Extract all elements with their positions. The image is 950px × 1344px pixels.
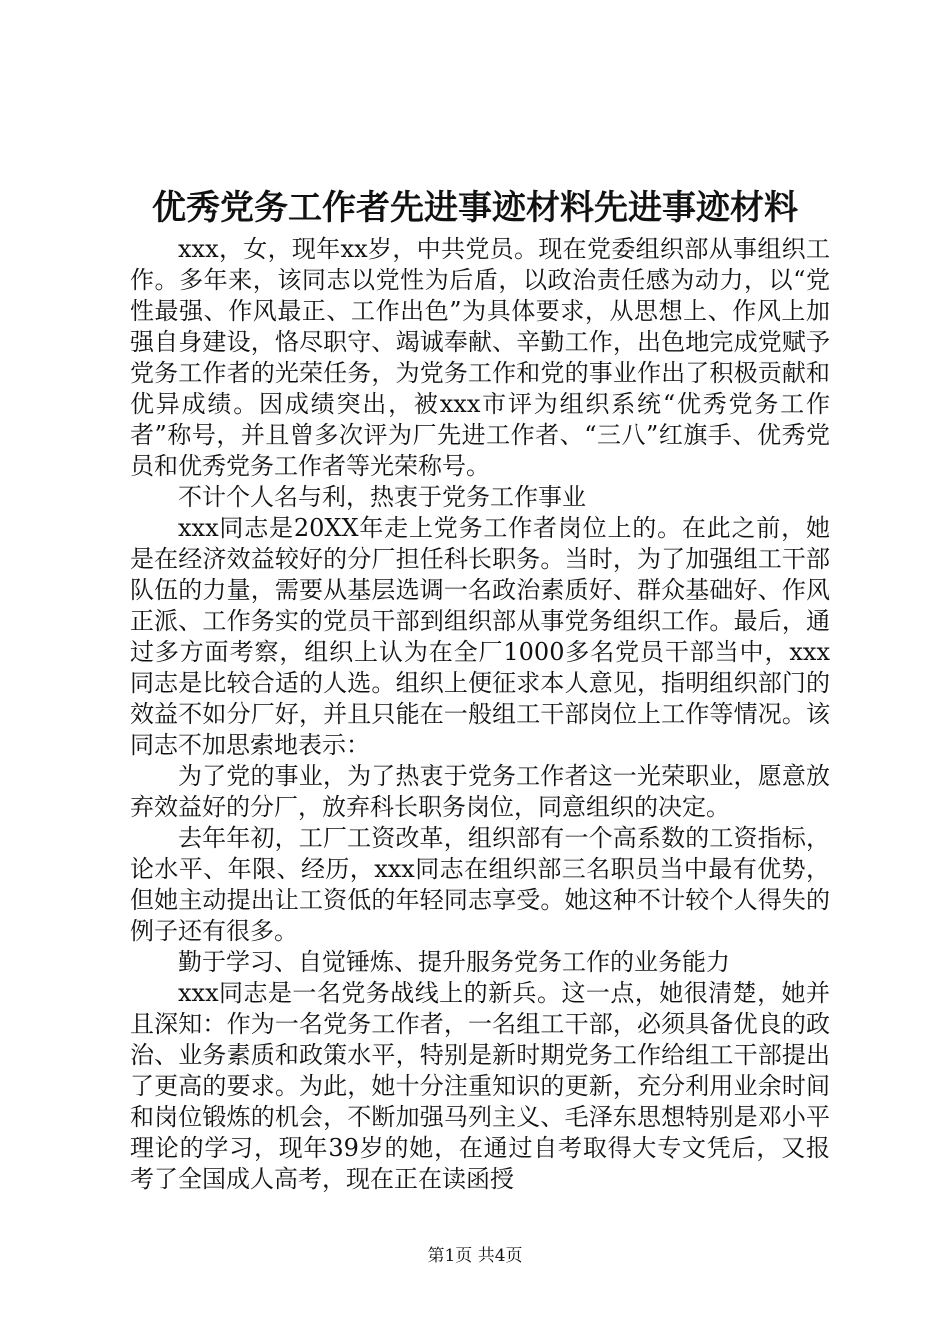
- section-heading-2: 勤于学习、自觉锤炼、提升服务党务工作的业务能力: [178, 948, 730, 976]
- document-body: [130, 234, 830, 1195]
- section-heading-1: 不计个人名与利，热衷于党务工作事业: [178, 483, 586, 511]
- paragraph-salary: 去年年初，工厂工资改革，组织部有一个高系数的工资指标，论水平、年限、经历，xxx同志在组织部三名职员当中最有优势，但她主动提出让工资低的年轻同志享受。她这种不计较个人得失的例子还有很多。: [130, 824, 830, 945]
- paragraph-quote: 为了党的事业，为了热衷于党务工作者这一光荣职业，愿意放弃效益好的分厂，放弃科长职务岗位，同意组织的决定。: [130, 762, 830, 821]
- paragraph-background: xxx同志是20XX年走上党务工作者岗位上的。在此之前，她是在经济效益较好的分厂担任科长职务。当时，为了加强组工干部队伍的力量，需要从基层选调一名政治素质好、群众基础好、作风正派、工作务实的党员干部到组织部从事党务组织工作。最后，通过多方面考察，组织上认为在全厂1000多名党员干部当中，xxx同志是比较合适的人选。组织上便征求本人意见，指明组织部门的效益不如分厂好，并且只能在一般组工干部岗位上工作等情况。该同志不加思索地表示：: [130, 514, 830, 759]
- document-title: 优秀党务工作者先进事迹材料先进事迹材料: [152, 188, 798, 228]
- paragraph-study: xxx同志是一名党务战线上的新兵。这一点，她很清楚，她并且深知：作为一名党务工作者，一名组工干部，必须具备优良的政治、业务素质和政策水平，特别是新时期党务工作给组工干部提出了更高的要求。为此，她十分注重知识的更新，充分利用业余时间和岗位锻炼的机会，不断加强马列主义、毛泽东思想特别是邓小平理论的学习，现年39岁的她，在通过自考取得大专文凭后，又报考了全国成人高考，现在正在读函授: [130, 979, 830, 1193]
- paragraph-intro: xxx，女，现年xx岁，中共党员。现在党委组织部从事组织工作。多年来，该同志以党性为后盾，以政治责任感为动力，以“党性最强、作风最正、工作出色”为具体要求，从思想上、作风上加强自身建设，恪尽职守、竭诚奉献、辛勤工作，出色地完成党赋予党务工作者的光荣任务，为党务工作和党的事业作出了积极贡献和优异成绩。因成绩突出，被xxx市评为组织系统“优秀党务工作者”称号，并且曾多次评为厂先进工作者、“三八”红旗手、优秀党员和优秀党务工作者等光荣称号。: [130, 235, 830, 480]
- page-footer: 第1页 共4页: [427, 1246, 523, 1266]
